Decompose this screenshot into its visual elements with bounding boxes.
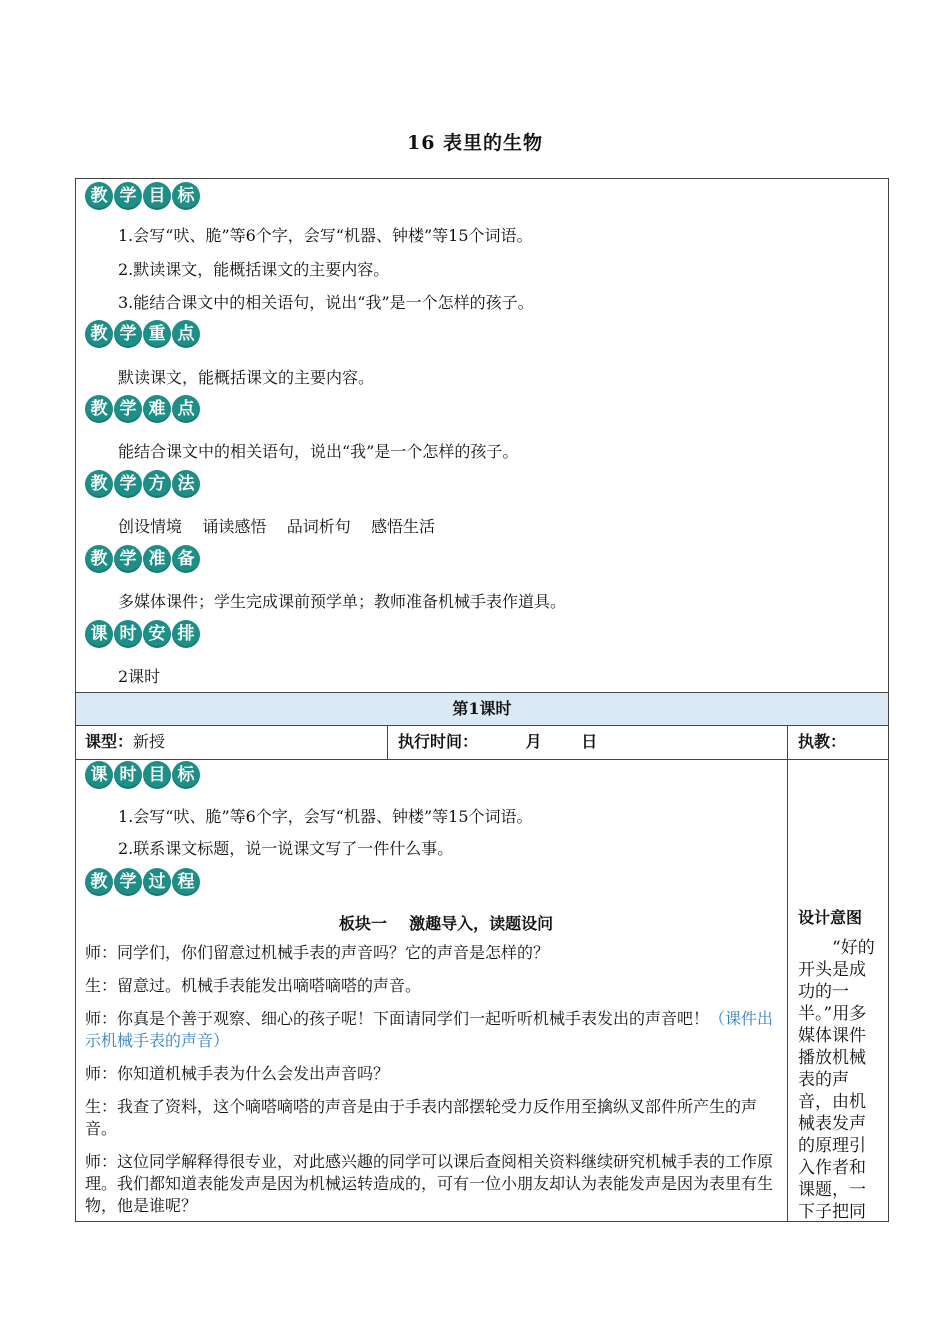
dialog-line: 师：你真是个善于观察、细心的孩子呢！下面请同学们一起听听机械手表发出的声音吧！（课件出示机械手表的声音） — [85, 1009, 774, 1050]
divider — [76, 759, 888, 760]
day-label: 日 — [581, 732, 598, 751]
dialog-line: 师：同学们，你们留意过机械手表的声音吗？它的声音是怎样的？ — [85, 943, 550, 962]
design-intent-text: “好的开头是成功的一半。”用多媒体课件播放机械表的声音，由机械表发声的原理引入作者和课题，一下子把同 — [798, 938, 875, 1222]
divider — [787, 725, 788, 1221]
goal-line-2: 2.默读课文，能概括课文的主要内容。 — [118, 260, 390, 279]
badge-teaching-goals: 教 学 目 标 — [85, 182, 200, 210]
badge-teaching-prep: 教 学 准 备 — [85, 545, 200, 573]
key-line: 默读课文，能概括课文的主要内容。 — [118, 368, 375, 387]
badge-teaching-process: 教 学 过 程 — [85, 868, 200, 896]
lesson-plan-table — [75, 178, 889, 1222]
goal-line-3: 3.能结合课文中的相关语句，说出“我”是一个怎样的孩子。 — [118, 293, 534, 312]
lesson-type — [85, 727, 165, 757]
badge-teaching-difficulty: 教 学 难 点 — [85, 395, 200, 423]
difficulty-line: 能结合课文中的相关语句，说出“我”是一个怎样的孩子。 — [118, 442, 519, 461]
lesson-type-value: 新授 — [133, 732, 166, 751]
teacher-label: 执教： — [798, 732, 847, 751]
prep-line: 多媒体课件；学生完成课前预学单；教师准备机械手表作道具。 — [118, 592, 567, 611]
execution-time — [398, 727, 597, 757]
method-line: 创设情境 诵读感悟 品词析句 感悟生活 — [118, 517, 436, 536]
design-intent-title: 设计意图 — [798, 908, 863, 927]
lesson-goal-line-2: 2.联系课文标题，说一说课文写了一件什么事。 — [118, 839, 454, 858]
badge-lesson-goals: 课 时 目 标 — [85, 761, 200, 789]
divider — [76, 725, 888, 726]
lesson-goal-line-1: 1.会写“吠、脆”等6个字，会写“机器、钟楼”等15个词语。 — [118, 807, 533, 826]
dialog-line: 生：留意过。机械手表能发出嘀嗒嘀嗒的声音。 — [85, 976, 422, 995]
lesson-type-label: 课型： — [85, 732, 134, 751]
document-title: 16 表里的生物 — [406, 132, 544, 154]
divider — [387, 725, 388, 759]
month-label: 月 — [525, 732, 542, 751]
courseware-note: （课件出示机械手表的声音） — [85, 1009, 774, 1050]
section-heading: 板块一 激趣导入，读题设问 — [338, 914, 554, 933]
dialog-line: 生：我查了资料，这个嘀嗒嘀嗒的声音是由于手表内部摆轮受力反作用至擒纵叉部件所产生的声音。 — [85, 1097, 758, 1138]
badge-lesson-schedule: 课 时 安 排 — [85, 620, 200, 648]
dialog-line: 师：这位同学解释得很专业，对此感兴趣的同学可以课后查阅相关资料继续研究机械手表的工作原理。我们都知道表能发声是因为机械运转造成的，可有一位小朋友却认为表能发声是因为表里有生物，他是谁呢？ — [85, 1152, 774, 1215]
badge-teaching-key: 教 学 重 点 — [85, 320, 200, 348]
schedule-line: 2课时 — [118, 667, 161, 686]
execution-time-label: 执行时间： — [398, 732, 479, 751]
badge-teaching-method: 教 学 方 法 — [85, 470, 200, 498]
goal-line-1: 1.会写“吠、脆”等6个字，会写“机器、钟楼”等15个词语。 — [118, 226, 533, 245]
lesson-band: 第1课时 — [76, 693, 888, 725]
dialog-line: 师：你知道机械手表为什么会发出声音吗？ — [85, 1064, 390, 1083]
